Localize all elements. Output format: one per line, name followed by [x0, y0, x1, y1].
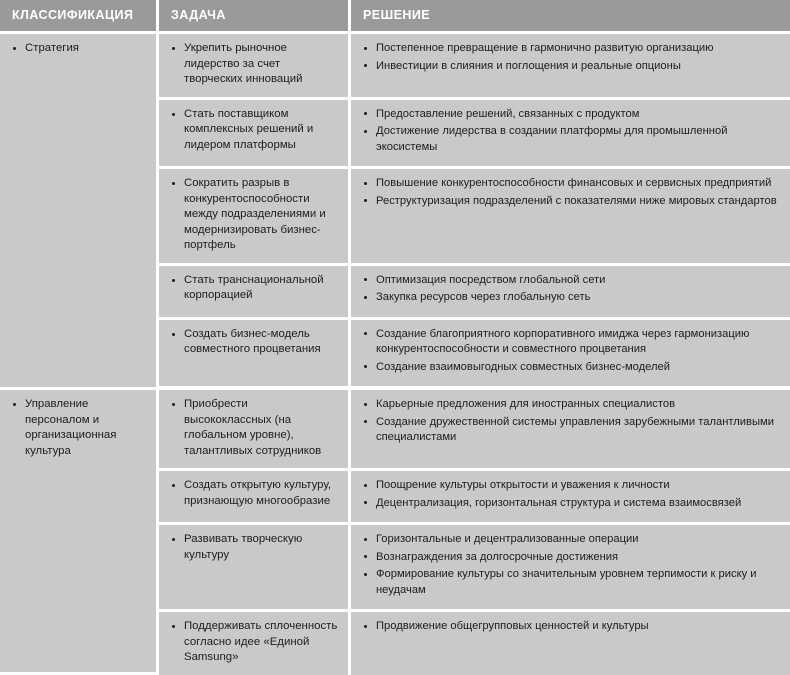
solution-item: Достижение лидерства в создании платформы для промышленной экосистемы — [363, 124, 780, 155]
cell-task — [159, 320, 351, 391]
task-list — [171, 176, 338, 254]
cell-task — [159, 612, 351, 675]
solution-list — [363, 478, 780, 511]
cell-solution — [351, 34, 790, 100]
cell-task — [159, 525, 351, 612]
task-item: Стать поставщиком комплексных решений и лидером платформы — [171, 107, 338, 154]
task-item: Укрепить рыночное лидерство за счет творческих инноваций — [171, 41, 338, 88]
solution-item: Оптимизация посредством глобальной сети — [363, 273, 780, 289]
cell-task — [159, 390, 351, 471]
classification-item: Управление персоналом и организационная культура — [12, 397, 146, 459]
table-row — [0, 390, 790, 471]
task-list — [171, 273, 338, 304]
task-item: Создать бизнес-модель совместного процветания — [171, 327, 338, 358]
task-list — [171, 532, 338, 563]
solution-item: Постепенное превращение в гармонично развитую организацию — [363, 41, 780, 57]
column-header-classification: КЛАССИФИКАЦИЯ — [0, 0, 159, 34]
task-list — [171, 478, 338, 509]
task-item: Приобрести высококлассных (на глобальном уровне), талантливых сотрудников — [171, 397, 338, 459]
task-list — [171, 327, 338, 358]
column-header-task: ЗАДАЧА — [159, 0, 351, 34]
solution-item: Реструктуризация подразделений с показателями ниже мировых стандартов — [363, 194, 780, 210]
cell-solution — [351, 471, 790, 525]
table-header — [0, 0, 790, 34]
solution-item: Поощрение культуры открытости и уважения к личности — [363, 478, 780, 494]
task-item: Сократить разрыв в конкурентоспособности между подразделениями и модернизировать бизнес-портфель — [171, 176, 338, 254]
cell-task — [159, 471, 351, 525]
task-item: Развивать творческую культуру — [171, 532, 338, 563]
solution-list — [363, 397, 780, 446]
cell-solution — [351, 525, 790, 612]
table-header-row — [0, 0, 790, 34]
solution-list — [363, 532, 780, 598]
classification-list — [12, 397, 146, 459]
task-item: Стать транснациональной корпорацией — [171, 273, 338, 304]
cell-solution — [351, 266, 790, 320]
solution-item: Децентрализация, горизонтальная структура и система взаимосвязей — [363, 496, 780, 512]
solution-item: Повышение конкурентоспособности финансовых и сервисных предприятий — [363, 176, 780, 192]
solution-list — [363, 273, 780, 306]
solution-list — [363, 619, 780, 635]
solution-item: Инвестиции в слияния и поглощения и реальные опционы — [363, 59, 780, 75]
cell-classification — [0, 34, 159, 390]
cell-solution — [351, 390, 790, 471]
task-list — [171, 397, 338, 459]
cell-task — [159, 100, 351, 170]
solution-item: Создание взаимовыгодных совместных бизнес-моделей — [363, 360, 780, 376]
solution-item: Создание благоприятного корпоративного имиджа через гармонизацию конкурентоспособности и совместного процветания — [363, 327, 780, 358]
solution-item: Предоставление решений, связанных с продуктом — [363, 107, 780, 123]
classification-list — [12, 41, 146, 57]
solution-item: Создание дружественной системы управления зарубежными талантливыми специалистами — [363, 415, 780, 446]
task-list — [171, 41, 338, 88]
solution-item: Закупка ресурсов через глобальную сеть — [363, 290, 780, 306]
cell-solution — [351, 612, 790, 675]
cell-solution — [351, 169, 790, 266]
table-body — [0, 34, 790, 675]
solution-list — [363, 107, 780, 156]
cell-task — [159, 266, 351, 320]
cell-classification — [0, 390, 159, 675]
task-list — [171, 107, 338, 154]
table-row — [0, 34, 790, 100]
task-list — [171, 619, 338, 666]
solution-list — [363, 176, 780, 209]
solution-list — [363, 41, 780, 74]
solution-item: Горизонтальные и децентрализованные операции — [363, 532, 780, 548]
classification-item: Стратегия — [12, 41, 146, 57]
task-item: Создать открытую культуру, признающую многообразие — [171, 478, 338, 509]
cell-solution — [351, 320, 790, 391]
task-item: Поддерживать сплоченность согласно идее «Единой Samsung» — [171, 619, 338, 666]
column-header-solution: РЕШЕНИЕ — [351, 0, 790, 34]
solution-item: Карьерные предложения для иностранных специалистов — [363, 397, 780, 413]
cell-task — [159, 34, 351, 100]
solution-list — [363, 327, 780, 376]
cell-task — [159, 169, 351, 266]
solution-item: Формирование культуры со значительным уровнем терпимости к риску и неудачам — [363, 567, 780, 598]
solution-item: Вознаграждения за долгосрочные достижения — [363, 550, 780, 566]
cell-solution — [351, 100, 790, 170]
solution-item: Продвижение общегрупповых ценностей и культуры — [363, 619, 780, 635]
